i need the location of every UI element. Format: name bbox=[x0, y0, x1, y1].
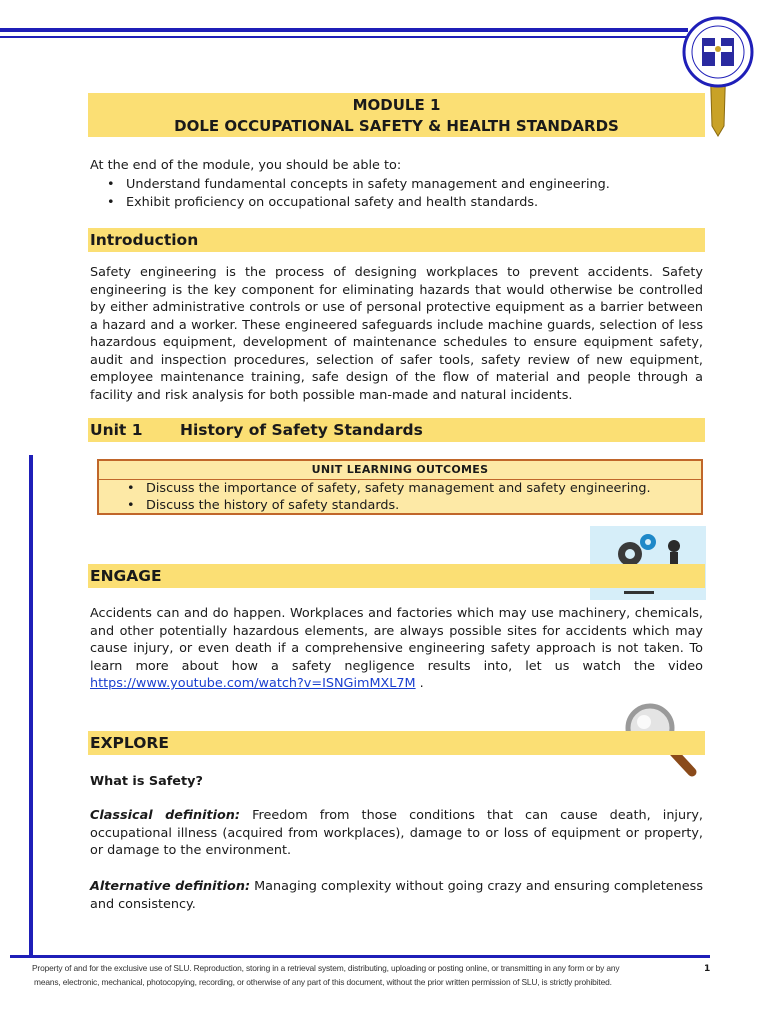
outcomes-header: UNIT LEARNING OUTCOMES bbox=[99, 461, 701, 480]
introduction-body: Safety engineering is the process of designing workplaces to prevent accidents. Safety engineering is the key component for eliminating hazards that would otherwise be controlled by either administrative controls or use of personal protective equipment as a barrier between a hazard and a worker. These engineered safeguards include machine guards, selection of less hazardous equipment, development of maintenance schedules to ensure equipment safety, audit and inspection procedures, selection of safer tools, safety review of new equipment, employee maintenance training, safe design of the flow of material and people through a facility and risk analysis for both possible man-made and natural incidents. bbox=[90, 265, 703, 403]
classical-label: Classical definition: bbox=[90, 808, 241, 823]
footer-line-1: Property of and for the exclusive use of SLU. Reproduction, storing in a retrieval system, distributing, uploading or posting online, or transmitting in any form or by any bbox=[32, 963, 620, 973]
page-number: 1 bbox=[704, 964, 711, 974]
link-suffix: . bbox=[415, 676, 424, 691]
engage-heading: ENGAGE bbox=[88, 564, 705, 588]
module-title-banner bbox=[88, 93, 705, 137]
objective-item: • Exhibit proficiency on occupational safety and health standards. bbox=[99, 194, 699, 212]
alternative-text: Managing complexity without going crazy and ensuring completeness and consistency. bbox=[90, 879, 703, 912]
unit-title: History of Safety Standards bbox=[180, 421, 423, 439]
objectives-intro: At the end of the module, you should be able to: bbox=[90, 158, 402, 173]
outcome-item: • Discuss the importance of safety, safety management and safety engineering. bbox=[119, 481, 699, 498]
left-margin-bar bbox=[29, 455, 33, 955]
video-link[interactable]: https://www.youtube.com/watch?v=ISNGimMXL7M bbox=[90, 676, 416, 691]
outcomes-list bbox=[119, 481, 699, 514]
engage-text: Accidents can and do happen. Workplaces and factories which may use machinery, chemicals, and other potentially hazardous elements, are always possible sites for accidents which may cause injury, or even death if a comprehensive engineering safety approach is not taken. To learn more about how a safety negligence results into, let us watch the video bbox=[90, 606, 703, 674]
copyright-footer bbox=[32, 961, 704, 989]
explore-question: What is Safety? bbox=[90, 774, 203, 789]
alternative-label: Alternative definition: bbox=[90, 879, 251, 894]
footer-line-2: means, electronic, mechanical, photocopying, recording, or otherwise of any part of this document, without the prior written permission of SLU, is strictly prohibited. bbox=[34, 977, 612, 987]
engineering-gears-illustration bbox=[590, 526, 706, 600]
module-number: MODULE 1 bbox=[352, 96, 441, 114]
footer-rule bbox=[10, 955, 710, 958]
unit-label: Unit 1 bbox=[90, 421, 143, 439]
unit-learning-outcomes-box bbox=[97, 459, 703, 515]
classical-text: Freedom from those conditions that can cause death, injury, occupational illness (acquired from workplaces), damage to or loss of equipment or property, or damage to the environment. bbox=[90, 808, 703, 858]
objective-item: • Understand fundamental concepts in safety management and engineering. bbox=[99, 176, 699, 194]
introduction-heading: Introduction bbox=[88, 228, 705, 252]
header-rule-thick bbox=[0, 28, 688, 32]
header-rule-thin bbox=[0, 36, 688, 38]
classical-definition bbox=[90, 807, 703, 860]
unit-heading bbox=[88, 418, 705, 442]
alternative-definition bbox=[90, 878, 703, 913]
engage-body bbox=[90, 605, 703, 693]
explore-heading: EXPLORE bbox=[88, 731, 705, 755]
objectives-list bbox=[99, 176, 699, 211]
module-title: DOLE OCCUPATIONAL SAFETY & HEALTH STANDARDS bbox=[174, 117, 619, 135]
outcome-item: • Discuss the history of safety standards. bbox=[119, 498, 699, 515]
